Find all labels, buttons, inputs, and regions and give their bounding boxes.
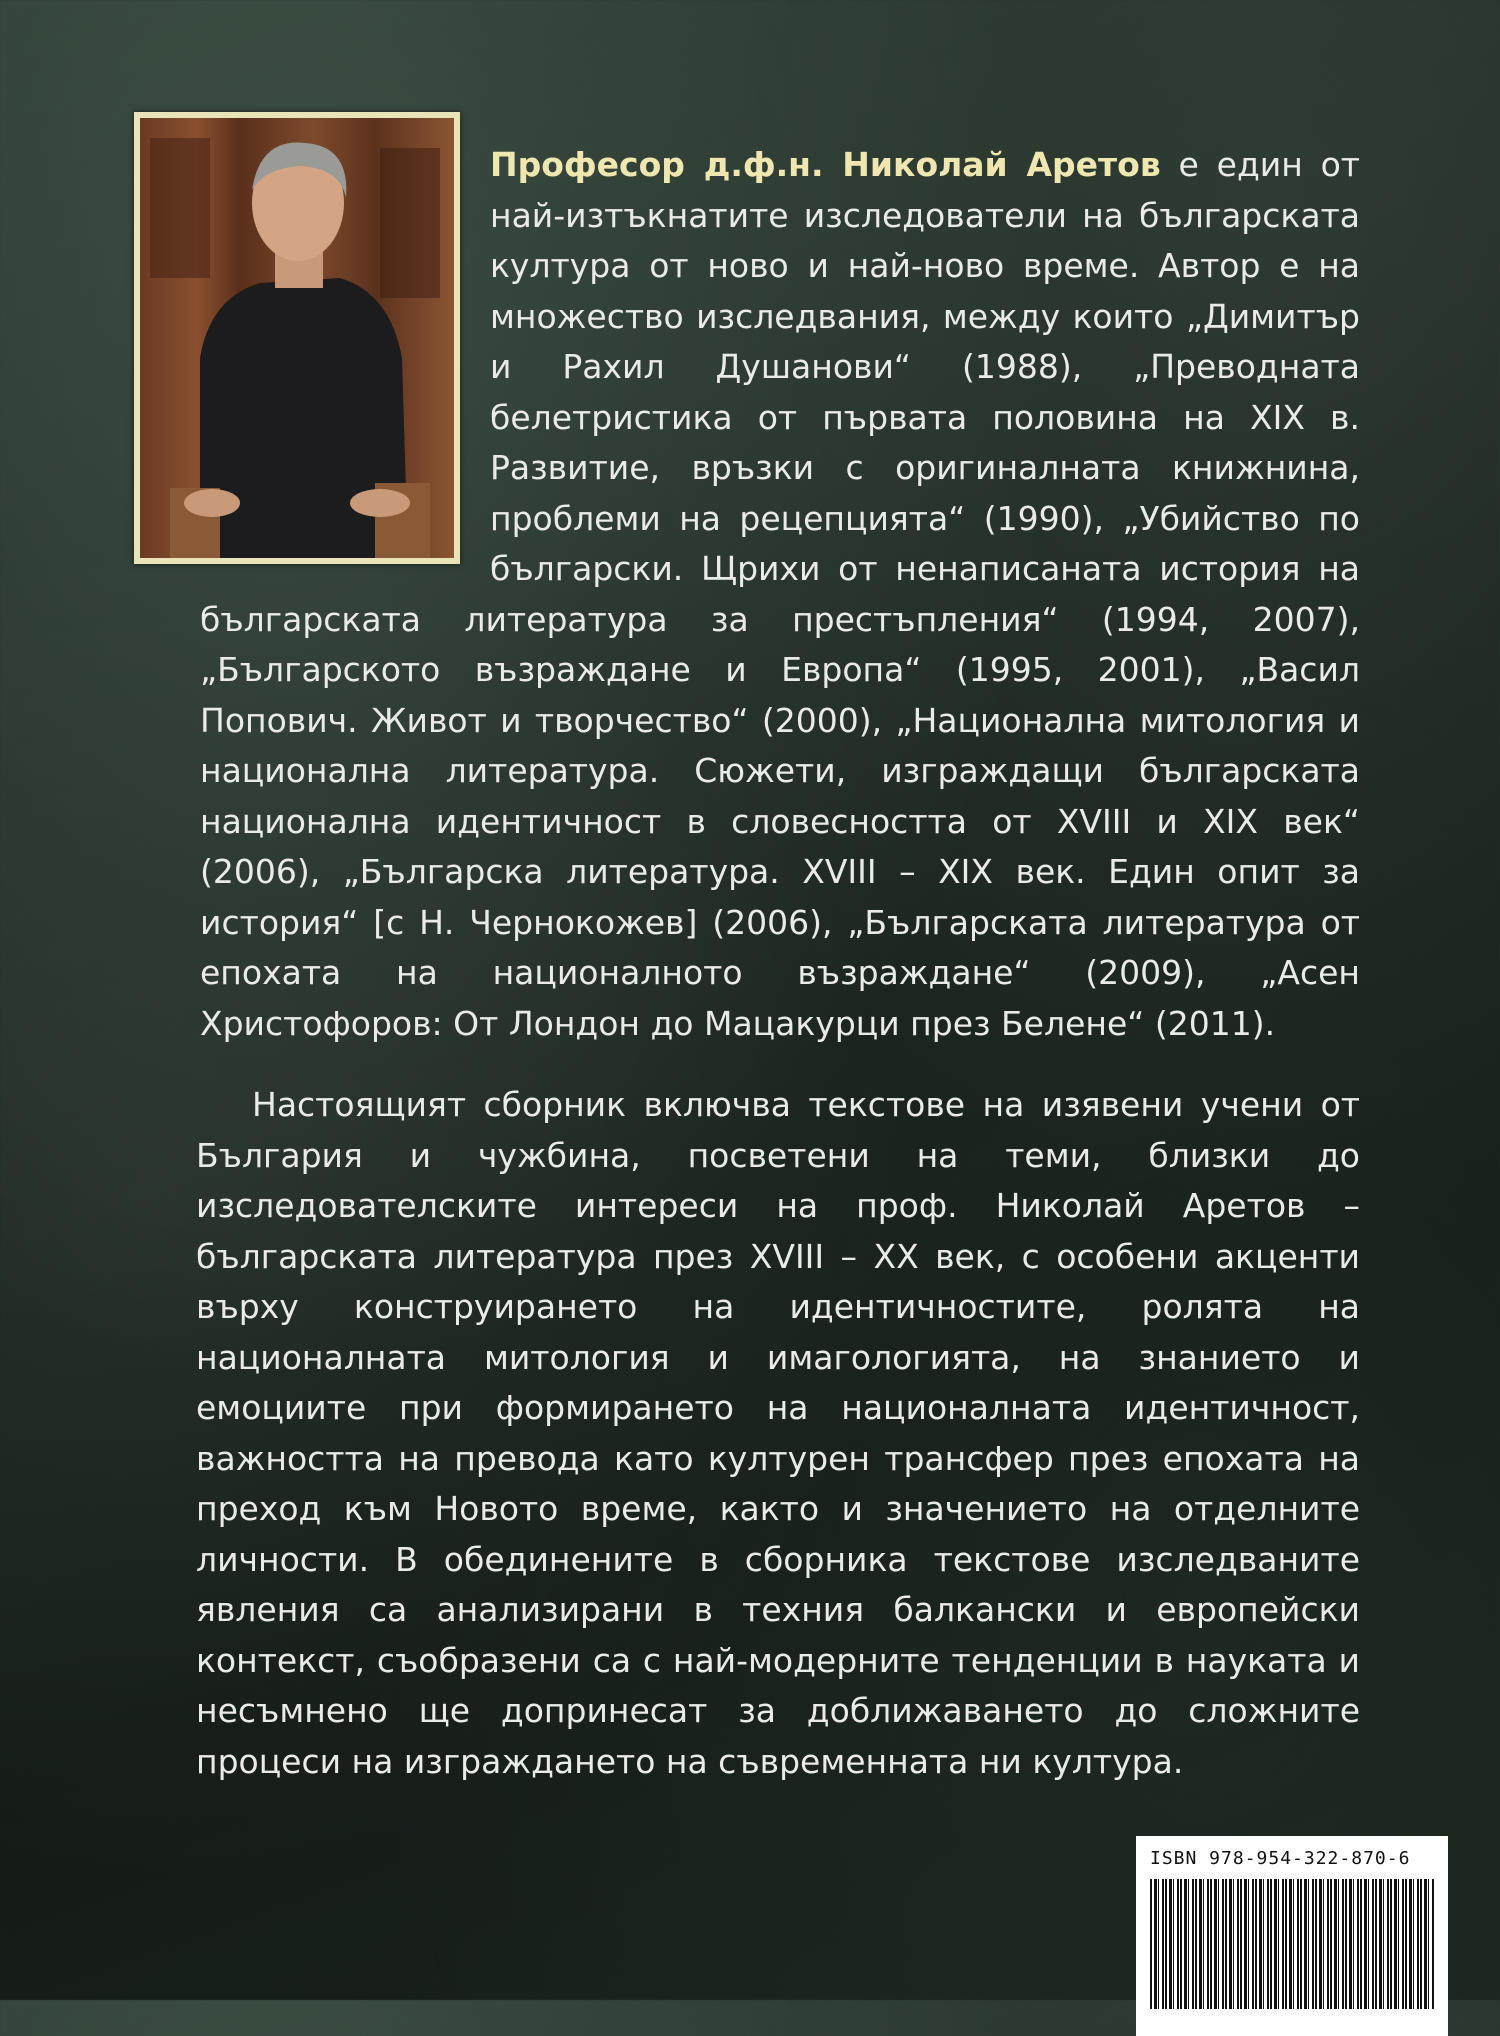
author-name: Професор д.ф.н. Николай Аретов	[490, 145, 1161, 184]
book-description: Настоящият сборник включва текстове на изявени учени от България и чужбина, посветени на теми, близки до изследователските интереси на проф. Николай Аретов – българската литература през XVIII – XX век, с особени акценти върху конструирането на идентичностите, ролята на националната митология и имагологията, на знанието и емоциите при формирането на националната идентичност, важността на превода като културен трансфер през епохата на преход към Новото време, както и значението на отделните личности. В обединените в сборника текстове изследваните явления са анализирани в техния балкански и европейски контекст, съобразени са с най-модерните тенденции в науката и несъмнено ще допринесат за доближаването до сложните процеси на изграждането на съвременната ни култура.	[196, 1085, 1360, 1781]
photo-spacer	[200, 140, 490, 570]
author-bio	[200, 140, 1360, 1049]
barcode-area	[1136, 1836, 1448, 2036]
isbn-number: ISBN 978-954-322-870-6	[1150, 1848, 1411, 1869]
barcode-icon	[1150, 1879, 1434, 2009]
author-bio-text: е един от най-изтъкнатите изследователи на българската култура от ново и най-ново време. Автор е на множество изследвания, между които „Димитър и Рахил Душанови“ (1988), „Преводната белетристика от първата половина на XIX в. Развитие, връзки с оригиналната книжнина, проблеми на рецепцията“ (1990), „Убийство по български. Щрихи от ненаписаната история на българската литература за престъпления“ (1994, 2007), „Българското възраждане и Европа“ (1995, 2001), „Васил Попович. Живот и творчество“ (2000), „Национална митология и национална литература. Сюжети, изграждащи българската национална идентичност в словесността от XVIII и XIX век“ (2006), „Българска литература. XVIII – XIX век. Един опит за история“ [с Н. Чернокожев] (2006), „Българската литература от епохата на националното възраждане“ (2009), „Асен Христофоров: От Лондон до Мацакурци през Белене“ (2011).	[200, 145, 1360, 1043]
